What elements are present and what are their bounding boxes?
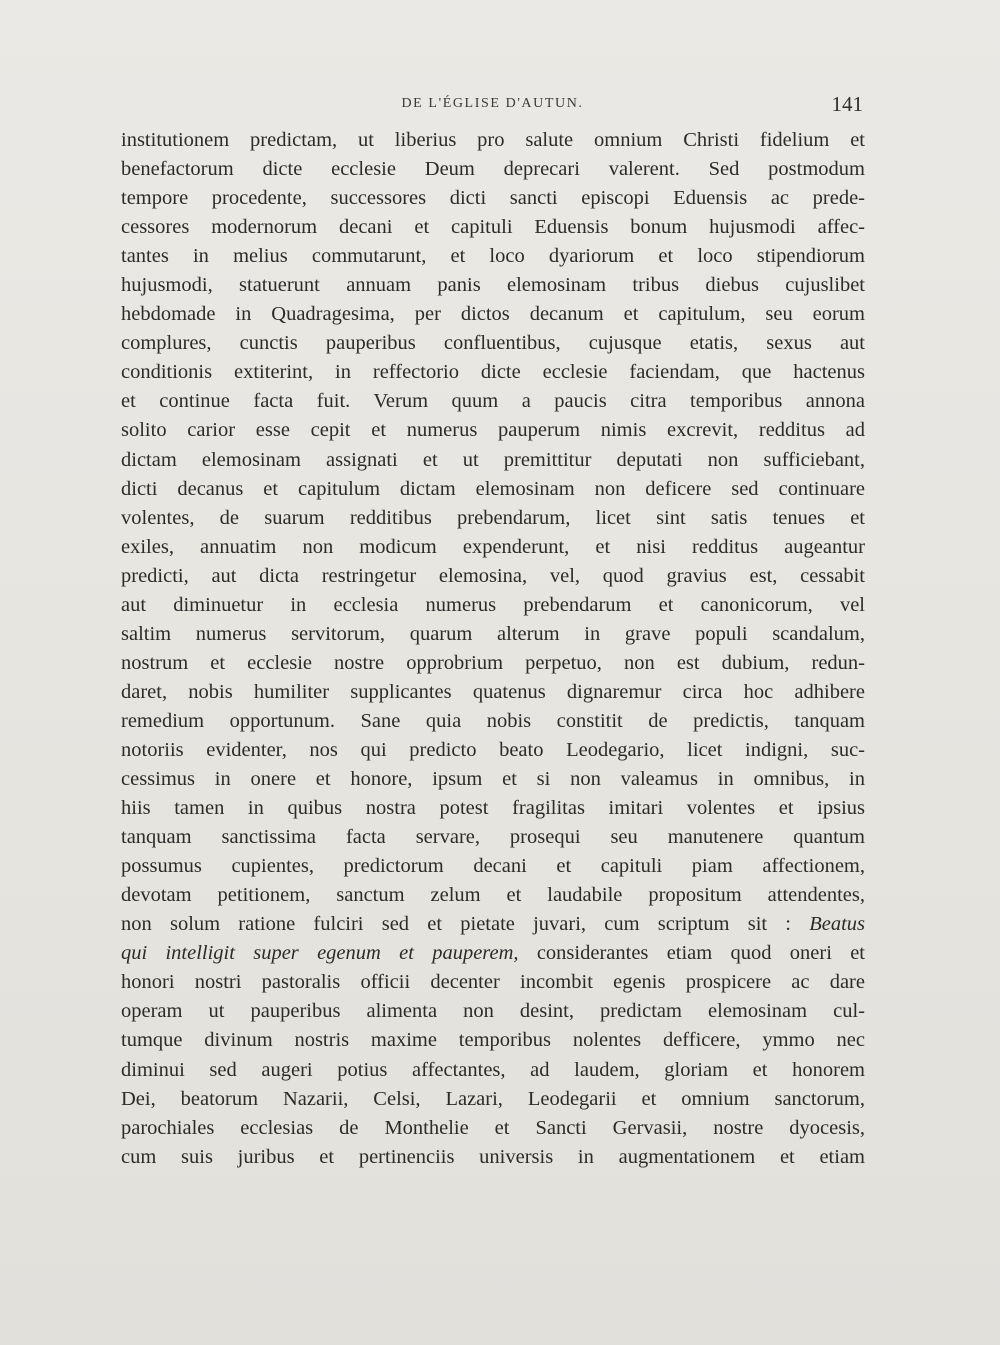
- text-line: benefactorum dicte ecclesie Deum deprecari valerent. Sed postmodum: [121, 158, 865, 181]
- text-line: hiis tamen in quibus nostra potest fragilitas imitari volentes et ipsius: [121, 797, 865, 820]
- text-line: tempore procedente, successores dicti sancti episcopi Eduensis ac prede-: [121, 187, 865, 210]
- text-line: conditionis extiterint, in reffectorio dicte ecclesie faciendam, que hactenus: [121, 361, 865, 384]
- text-line: operam ut pauperibus alimenta non desint, predictam elemosinam cul-: [121, 1000, 865, 1023]
- text-line: dicti decanus et capitulum dictam elemosinam non deficere sed continuare: [121, 477, 865, 500]
- text-line-with-citation: [121, 939, 865, 968]
- text-line: predicti, aut dicta restringetur elemosina, vel, quod gravius est, cessabit: [121, 564, 865, 587]
- text-line: volentes, de suarum redditibus prebendarum, licet sint satis tenues et: [121, 506, 865, 529]
- text-line: remedium opportunum. Sane quia nobis constitit de predictis, tanquam: [121, 709, 865, 732]
- text-line: saltim numerus servitorum, quarum alterum in grave populi scandalum,: [121, 622, 865, 645]
- text-line: parochiales ecclesias de Monthelie et Sancti Gervasii, nostre dyocesis,: [121, 1116, 865, 1139]
- citation-italic: Beatus: [809, 913, 865, 936]
- text-line: notoriis evidenter, nos qui predicto beato Leodegario, licet indigni, suc-: [121, 738, 865, 761]
- running-head: [120, 92, 865, 118]
- text-line: devotam petitionem, sanctum zelum et laudabile propositum attendentes,: [121, 884, 865, 907]
- text-line: hujusmodi, statuerunt annuam panis elemosinam tribus diebus cujuslibet: [121, 274, 865, 297]
- text-line: tanquam sanctissima facta servare, prosequi seu manutenere quantum: [121, 826, 865, 849]
- line-text: considerantes etiam quod oneri et: [518, 942, 865, 965]
- text-line: tantes in melius commutarunt, et loco dyariorum et loco stipendiorum: [121, 245, 865, 268]
- text-line: institutionem predictam, ut liberius pro salute omnium Christi fidelium et: [121, 129, 865, 151]
- text-line: dictam elemosinam assignati et ut premittitur deputati non sufficiebant,: [121, 448, 865, 471]
- text-line: possumus cupientes, predictorum decani et capituli piam affectionem,: [121, 855, 865, 878]
- page-number: 141: [831, 92, 863, 116]
- citation-italic: qui intelligit super egenum et pauperem,: [121, 942, 519, 965]
- text-line: nostrum et ecclesie nostre opprobrium perpetuo, non est dubium, redun-: [121, 651, 865, 674]
- text-line-with-citation: [121, 910, 865, 939]
- text-line: diminui sed augeri potius affectantes, ad laudem, gloriam et honorem: [121, 1058, 865, 1081]
- text-line: et continue facta fuit. Verum quum a paucis citra temporibus annona: [121, 390, 865, 413]
- text-line: exiles, annuatim non modicum expenderunt, et nisi redditus augeantur: [121, 535, 865, 558]
- text-line: Dei, beatorum Nazarii, Celsi, Lazari, Leodegarii et omnium sanctorum,: [121, 1087, 865, 1110]
- text-line: complures, cunctis pauperibus confluentibus, cujusque etatis, sexus aut: [121, 332, 865, 355]
- line-text: non solum ratione fulciri sed et pietate juvari, cum scriptum sit :: [121, 913, 810, 936]
- text-line: cessores modernorum decani et capituli Eduensis bonum hujusmodi affec-: [121, 216, 865, 239]
- text-line: solito carior esse cepit et numerus pauperum nimis excrevit, redditus ad: [121, 419, 865, 442]
- text-line: aut diminuetur in ecclesia numerus prebendarum et canonicorum, vel: [121, 593, 865, 616]
- body-text: [121, 126, 865, 1172]
- text-line: cessimus in onere et honore, ipsum et si non valeamus in omnibus, in: [121, 768, 865, 791]
- text-line: hebdomade in Quadragesima, per dictos decanum et capitulum, seu eorum: [121, 303, 865, 326]
- text-line: cum suis juribus et pertinenciis universis in augmentationem et etiam: [121, 1145, 865, 1168]
- text-line: honori nostri pastoralis officii decenter incombit egenis prospicere ac dare: [121, 971, 865, 994]
- text-line: daret, nobis humiliter supplicantes quatenus dignaremur circa hoc adhibere: [121, 680, 865, 703]
- text-line: tumque divinum nostris maxime temporibus nolentes defficere, ymmo nec: [121, 1029, 865, 1052]
- running-title: DE L'ÉGLISE D'AUTUN.: [401, 96, 584, 111]
